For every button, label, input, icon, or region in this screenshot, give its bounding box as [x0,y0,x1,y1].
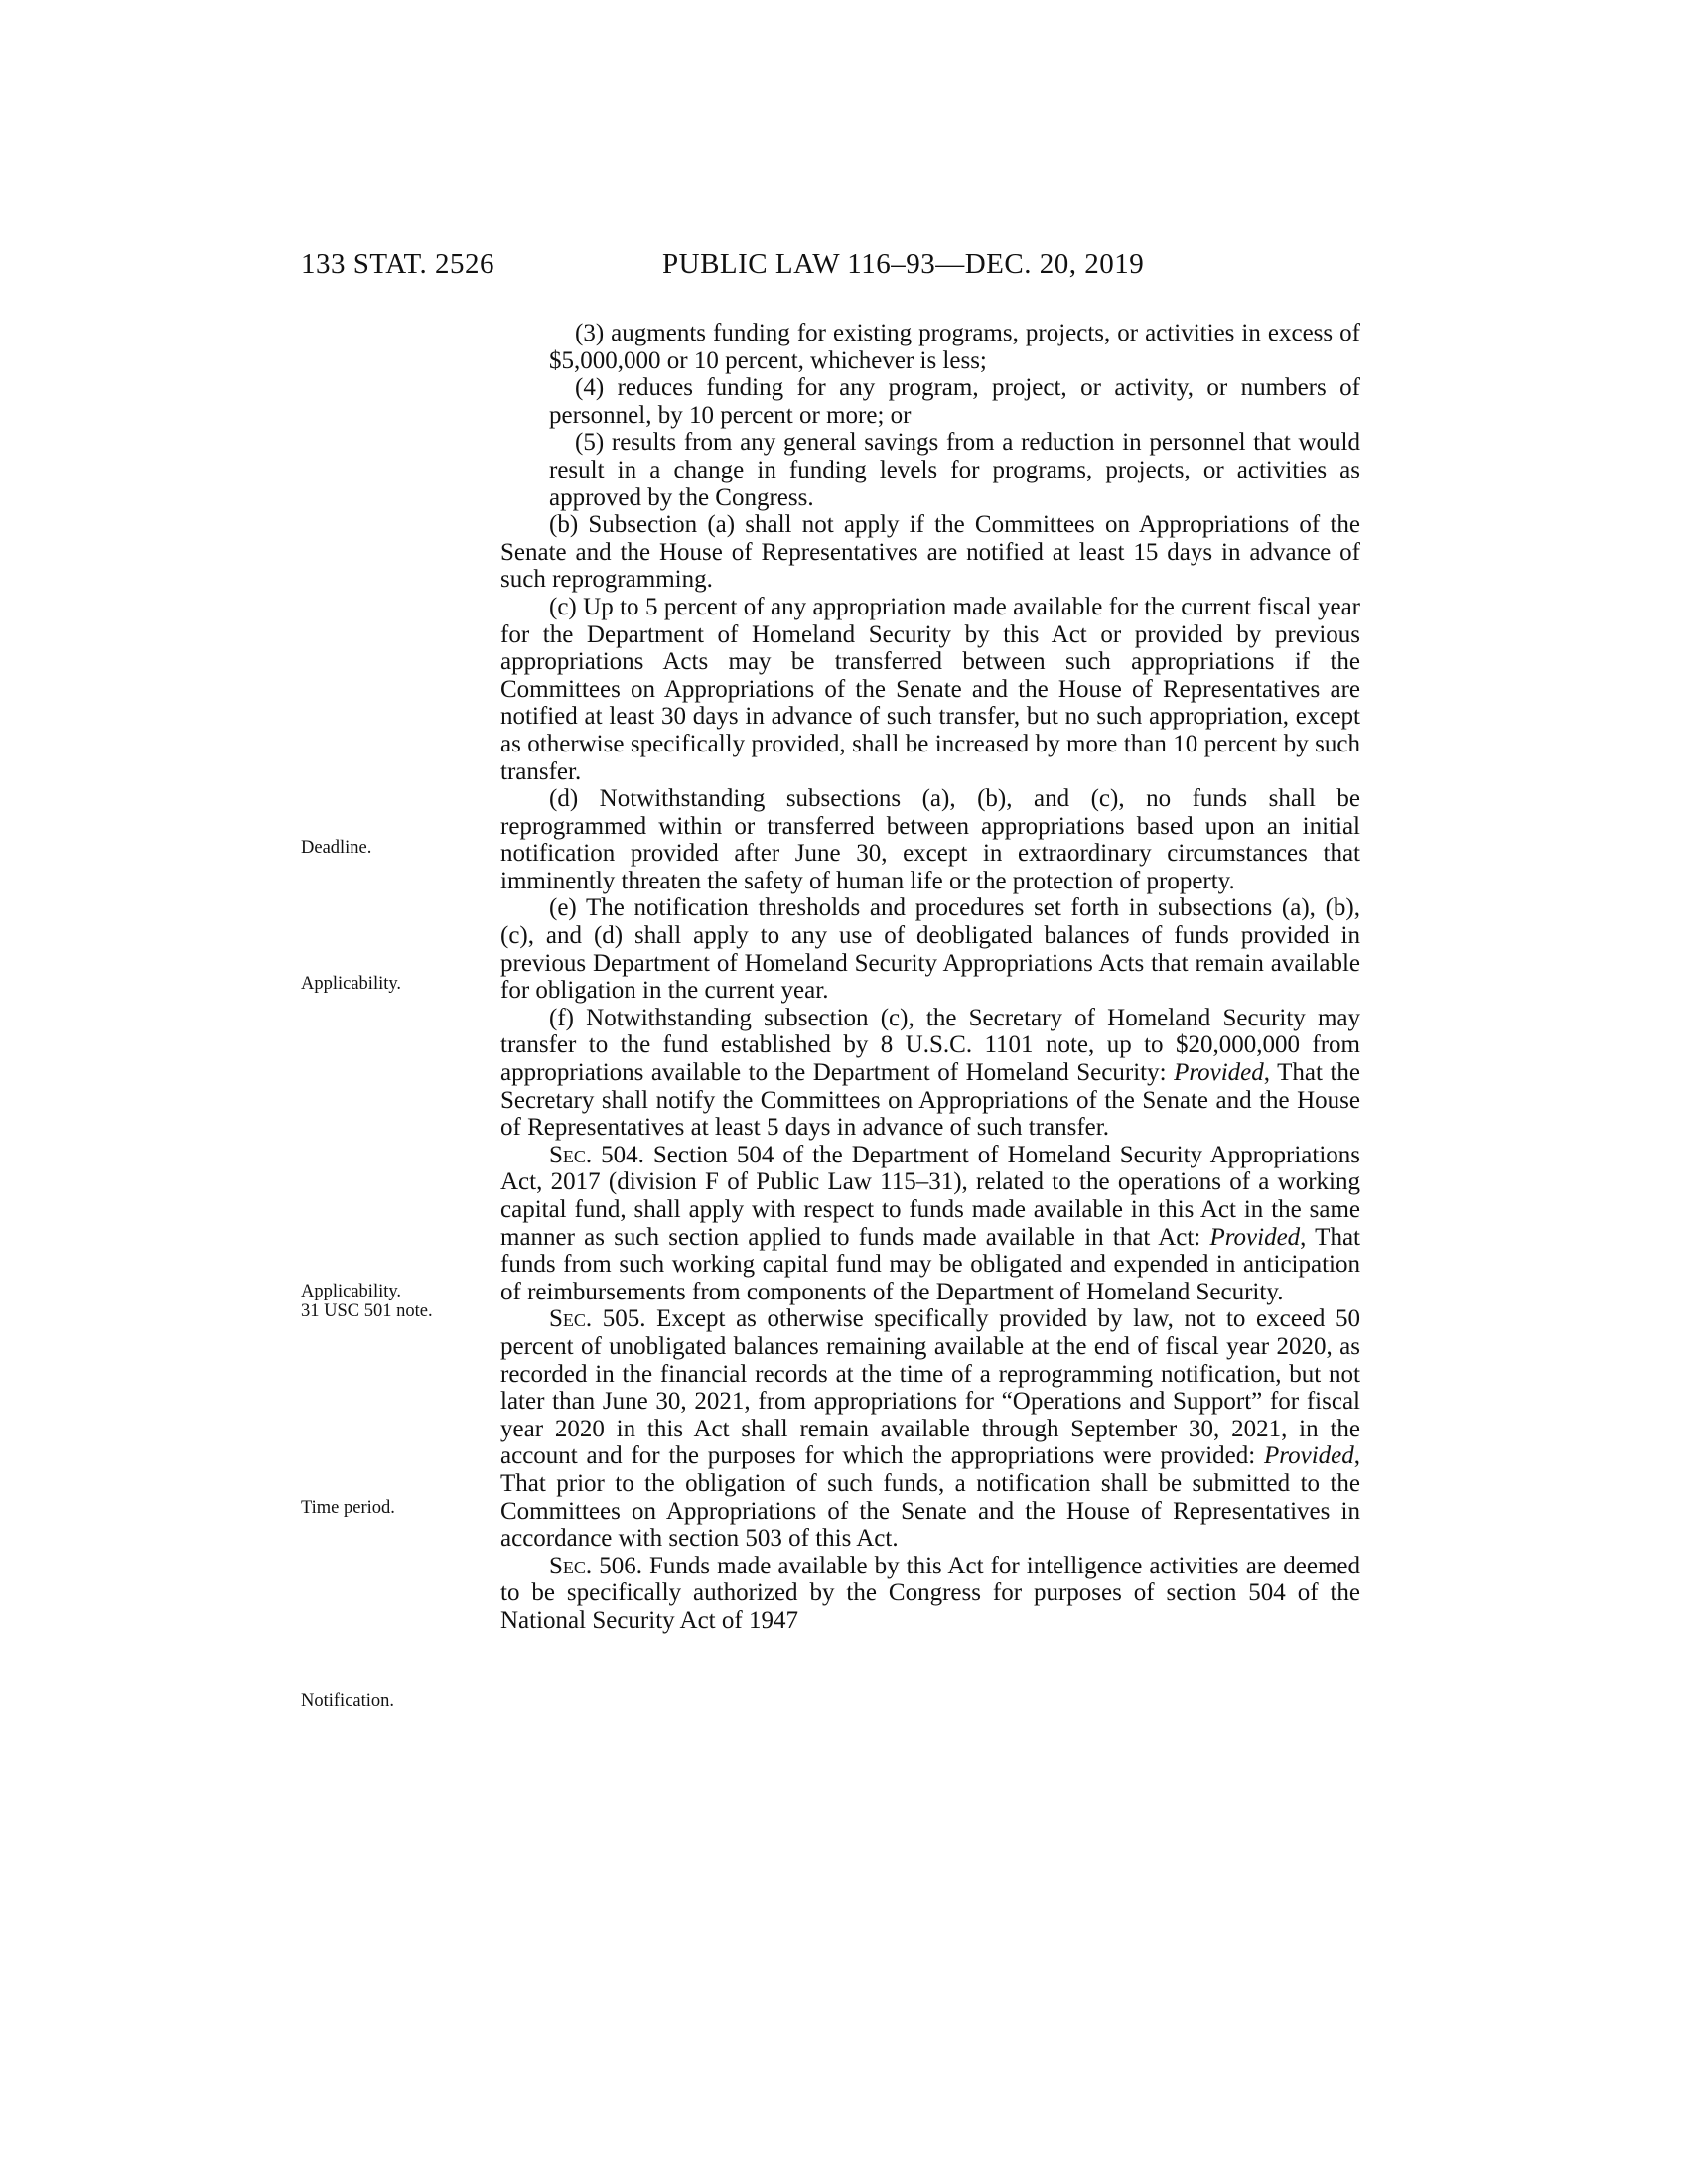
subsection-b: (b) Subsection (a) shall not apply if the Committees on Appropriations of the Senate and the House of Representatives are notified at least 15 days in advance of such reprogramming. [500,511,1360,594]
text-run: , That the Secretary shall notify the Committees on Appropriations of the Senate and the House of Representatives at least 5 days in advance of such transfer. [500,1059,1360,1142]
subsection-f [500,1005,1360,1142]
margin-note-notification: Notification. [301,1691,395,1710]
text-run: 506. Funds made available by this Act for intelligence activities are deemed to be specifically authorized by the Congress for purposes of section 504 of the National Security Act of 1947 [500,1552,1360,1634]
margin-note-usc: 31 USC 501 note. [301,1301,433,1321]
section-label: Sec. [549,1141,593,1168]
text-run: , That prior to the obligation of such funds, a notification shall be submitted to the Committees on Appropriations of the Senate and the House of Representatives in accordance with section 503 of this Act. [500,1442,1360,1553]
public-law-title: PUBLIC LAW 116–93—DEC. 20, 2019 [662,248,1145,280]
text-run: 505. Except as otherwise specifically provided by law, not to exceed 50 percent of unobligated balances remaining available at the end of fiscal year 2020, as recorded in the financial records at the time of a reprogramming notification, but not later than June 30, 2021, from appropriations for “Operations and Support” for fiscal year 2020 in this Act shall remain available through September 30, 2021, in the account and for the purposes for which the appropriations were provided: [500,1305,1360,1470]
text-run: , That funds from such working capital fund may be obligated and expended in anticipation of reimbursements from components of the Department of Homeland Security. [500,1223,1360,1305]
paragraph-item-5: (5) results from any general savings from a reduction in personnel that would result in a change in funding levels for programs, projects, or activities as approved by the Congress. [549,429,1360,511]
paragraph-item-3: (3) augments funding for existing programs, projects, or activities in excess of $5,000,000 or 10 percent, whichever is less; [549,320,1360,374]
page-header [0,248,1688,288]
section-label: Sec. [549,1552,593,1579]
provided-keyword: Provided [1264,1442,1354,1470]
margin-note-time-period: Time period. [301,1498,395,1518]
margin-note-applicability: Applicability. [301,974,402,994]
margin-note-deadline: Deadline. [301,838,372,858]
provided-keyword: Provided [1174,1059,1264,1087]
text-run: 504. Section 504 of the Department of Homeland Security Appropriations Act, 2017 (division F of Public Law 115–31), related to the operations of a working capital fund, shall apply with respect to funds made available in this Act in the same manner as such section applied to funds made available in that Act: [500,1141,1360,1251]
section-505 [500,1305,1360,1552]
statute-page-reference: 133 STAT. 2526 [301,248,495,280]
subsection-d: (d) Notwithstanding subsections (a), (b), and (c), no funds shall be reprogrammed within or transferred between appropriations based upon an initial notification provided after June 30, except in extraordinary circumstances that imminently threaten the safety of human life or the protection of property. [500,785,1360,894]
subsection-c: (c) Up to 5 percent of any appropriation made available for the current fiscal year for the Department of Homeland Security by this Act or provided by previous appropriations Acts may be transferred between such appropriations if the Committees on Appropriations of the Senate and the House of Representatives are notified at least 30 days in advance of such transfer, but no such appropriation, except as otherwise specifically provided, shall be increased by more than 10 percent by such transfer. [500,593,1360,785]
statute-body [500,320,1360,1635]
subsection-e: (e) The notification thresholds and procedures set forth in subsections (a), (b), (c), and (d) shall apply to any use of deobligated balances of funds provided in previous Department of Homeland Security Appropriations Acts that remain available for obligation in the current year. [500,894,1360,1005]
provided-keyword: Provided [1209,1223,1301,1251]
margin-note-applicability: Applicability. [301,1282,402,1301]
section-504 [500,1142,1360,1306]
section-506 [500,1553,1360,1635]
paragraph-item-4: (4) reduces funding for any program, project, or activity, or numbers of personnel, by 10 percent or more; or [549,374,1360,429]
section-label: Sec. [549,1305,593,1333]
text-run: (f) Notwithstanding subsection (c), the Secretary of Homeland Security may transfer to the fund established by 8 U.S.C. 1101 note, up to $20,000,000 from appropriations available to the Department of Homeland Security: [500,1004,1360,1087]
